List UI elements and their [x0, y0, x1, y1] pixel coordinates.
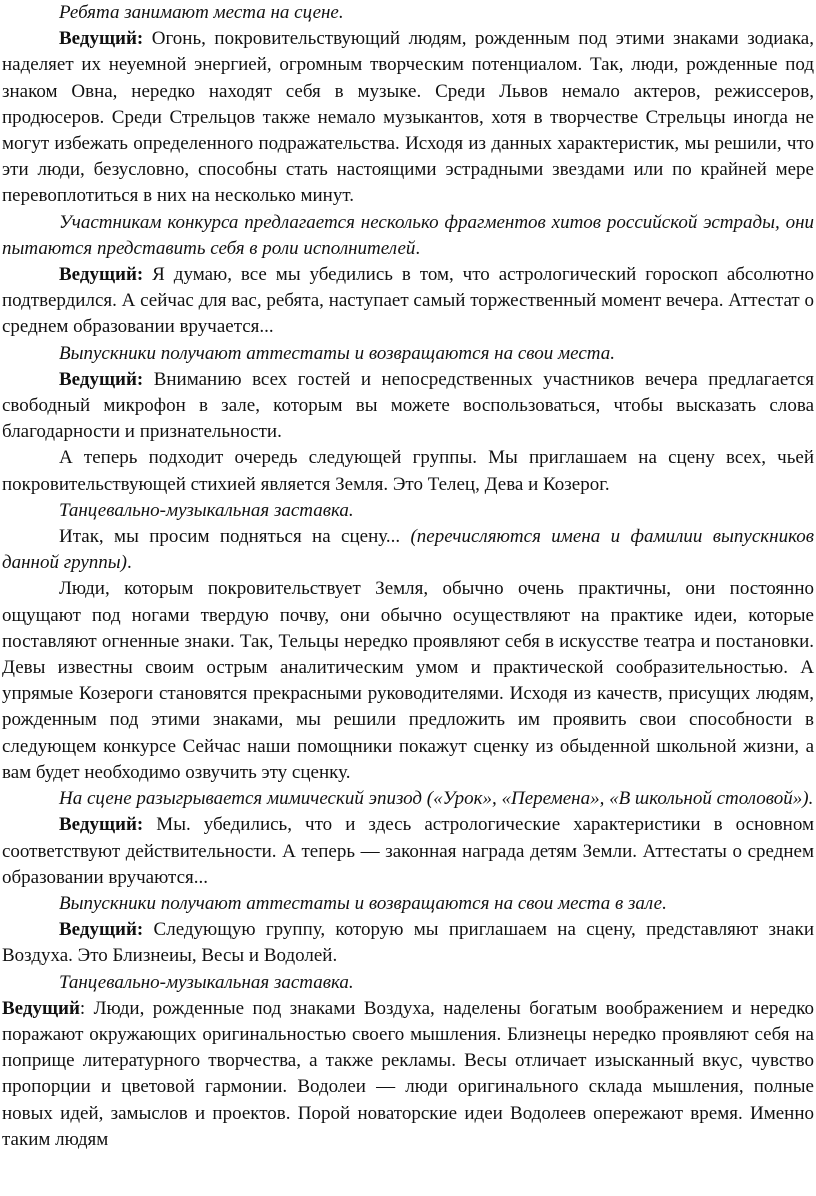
speaker-label: Ведущий: — [59, 814, 144, 836]
stage-text: На сцене разыгрывается мимический эпизод («Урок», «Перемена», «В школьной столовой»). — [59, 788, 814, 810]
host-paragraph — [2, 576, 814, 786]
stage-text: Выпускники получают аттестаты и возвращаются на свои места в зале. — [59, 892, 667, 914]
stage-text: Участникам конкурса предлагается несколько фрагментов хитов российской эстрады, они пытаются представить себя в роли исполнителей — [2, 211, 814, 259]
speech-text: Мы. убедились, что и здесь астрологические характеристики в основном соответствуют действительности. А теперь — законная награда детям Земли. Аттестаты о среднем образовании вручаются... — [2, 814, 814, 888]
host-speech — [2, 262, 814, 341]
stage-direction — [2, 498, 814, 524]
parenthetical-note: (перечисляются имена и фамилии выпускников данной группы) — [2, 526, 814, 574]
host-speech — [2, 812, 814, 891]
stage-text: Танцевально-музыкальная заставка. — [59, 499, 354, 521]
speech-text: Вниманию всех гостей и непосредственных участников вечера предлагается свободный микрофон в зале, которым вы можете воспользоваться, чтобы высказать слова благодарности и признательности. — [2, 368, 814, 443]
host-speech — [2, 26, 814, 209]
stage-direction — [2, 891, 814, 917]
speech-text: Огонь, покровительствующий людям, рожденным под этими знаками зодиака, наделяет их неуемной энергией, огромным творческим потенциалом. Так, люди, рожденные под знаком Овна, нередко находят себя в музыке. Среди Львов немало актеров, режиссеров, продюсеров. Среди Стрельцов также немало музыкантов, хотя в творчестве Стрельцы иногда не могут избежать определенного подражательства. Исходя из данных характеристик, мы решили, что эти люди, безусловно, способны стать настоящими эстрадными звездами или по крайней мере перевоплотиться в них на несколько минут. — [2, 28, 814, 207]
stage-direction — [2, 970, 814, 996]
host-speech — [2, 367, 814, 446]
stage-direction — [2, 0, 814, 26]
host-speech — [2, 996, 814, 1153]
stage-text: Выпускники получают аттестаты и возвращаются на свои места. — [59, 342, 615, 364]
stage-direction — [2, 341, 814, 367]
host-paragraph — [2, 524, 814, 576]
stage-text: Танцевально-музыкальная заставка. — [59, 971, 354, 993]
speaker-label: Ведущий: — [59, 264, 144, 286]
paragraph-text: Итак, мы просим подняться на сцену... — [59, 526, 411, 548]
speaker-label: Ведущий — [2, 997, 80, 1019]
stage-direction — [2, 786, 814, 812]
speaker-label: Ведущий: — [59, 28, 144, 50]
speech-text: : Люди, рожденные под знаками Воздуха, наделены богатым воображением и нередко поражают окружающих оригинальностью своего мышления. Близнецы нередко проявляют себя на поприще литературного творчества, а также рекламы. Весы отличает изысканный вкус, чувство пропорции и цветовой гармонии. Водолеи — люди оригинального склада мышления, полные новых идей, замыслов и проектов. Порой новаторские идеи Водолеев опережают время. Именно таким людям — [2, 997, 814, 1150]
paragraph-text: А теперь подходит очередь следующей группы. Мы приглашаем на сцену всех, чьей покровительствующей стихией является Земля. Это Телец, Дева и Козерог. — [2, 447, 814, 495]
stage-direction — [2, 210, 814, 262]
paragraph-tail: . — [127, 552, 132, 574]
speech-text: Я думаю, все мы убедились в том, что астрологический гороскоп абсолютно подтвердился. А сейчас для вас, ребята, наступает самый торжественный момент вечера. Аттестат о среднем образовании вручается... — [2, 264, 814, 338]
stage-tail: . — [415, 237, 421, 259]
paragraph-text: Люди, которым покровительствует Земля, обычно очень практичны, они постоянно ощущают под ногами твердую почву, они обычно осуществляют на практике идеи, которые поставляют огненные знаки. Так, Тельцы нередко проявляют себя в искусстве театра и постановки. Девы известны своим острым аналитическим умом и практической сообразительностью. А упрямые Козероги становятся прекрасными руководителями. Исходя из качеств, присущих людям, рожденным под этими знаками, мы решили предложить им проявить свои способности в следующем конкурсе Сейчас наши помощники покажут сценку из обыденной школьной жизни, а вам будет необходимо озвучить эту сценку. — [2, 578, 814, 783]
stage-text: Ребята занимают места на сцене. — [59, 2, 344, 23]
host-speech — [2, 917, 814, 969]
speaker-label: Ведущий: — [59, 919, 144, 941]
host-paragraph — [2, 445, 814, 497]
speaker-label: Ведущий: — [59, 368, 144, 390]
speech-text: Следующую группу, которую мы приглашаем на сцену, представляют знаки Воздуха. Это Близнеиы, Весы и Водолей. — [2, 919, 814, 967]
